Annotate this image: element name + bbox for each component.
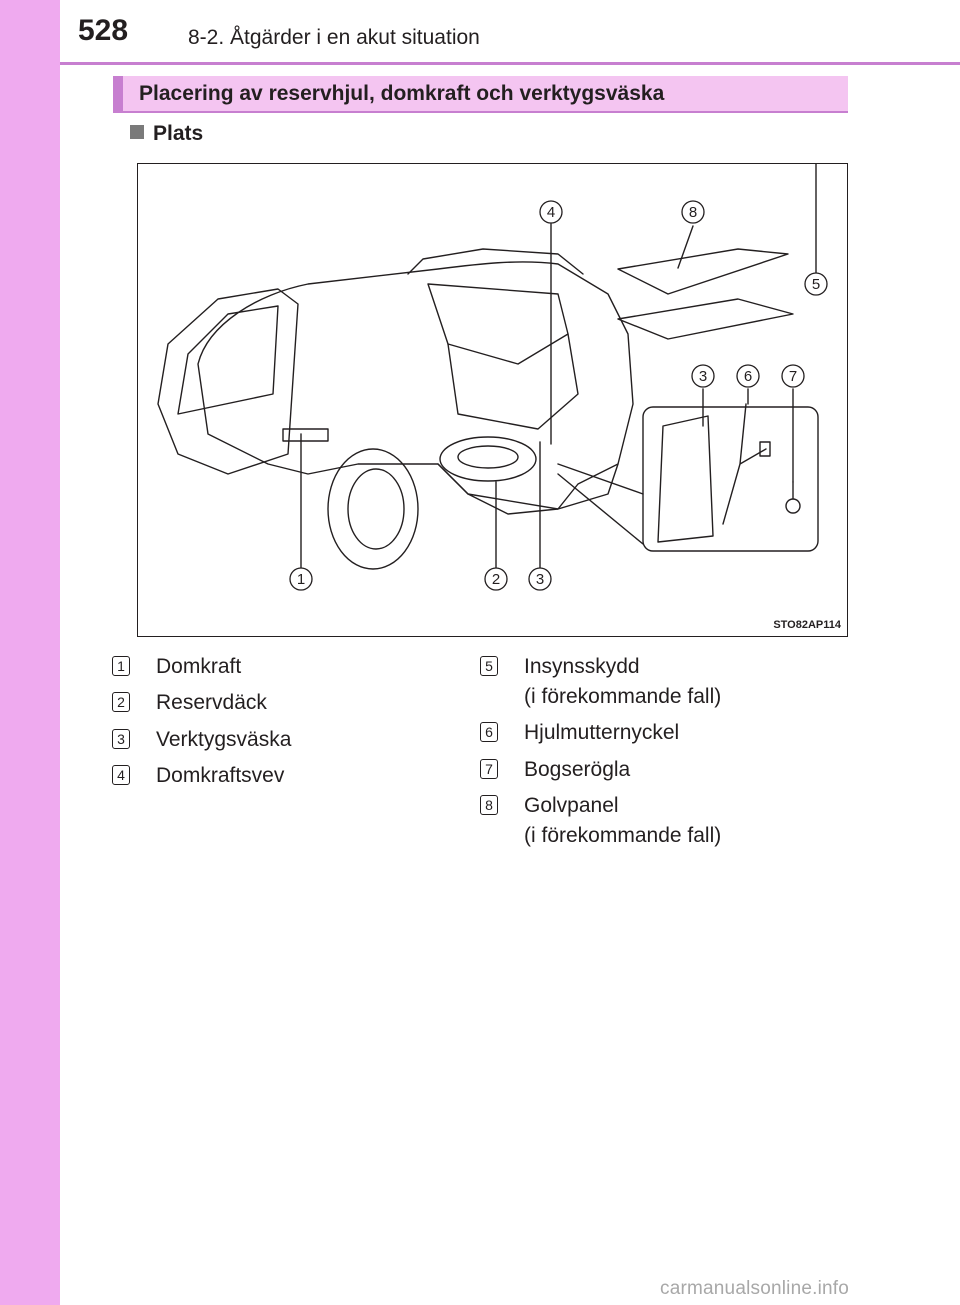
number-badge: 8 <box>480 795 498 815</box>
svg-text:3: 3 <box>698 368 708 385</box>
section-title: Placering av reservhjul, domkraft och verktygsväska <box>139 82 665 105</box>
watermark: carmanualsonline.info <box>660 1278 850 1299</box>
svg-text:5: 5 <box>811 276 821 293</box>
side-band <box>0 0 60 1305</box>
legend-label: Hjulmutternyckel <box>524 721 680 744</box>
illustration-figure <box>137 163 848 637</box>
svg-text:3: 3 <box>535 571 545 588</box>
svg-text:1: 1 <box>296 571 306 588</box>
callout-2 <box>485 568 507 590</box>
callout-8 <box>682 201 704 223</box>
legend-label: Insynsskydd <box>524 655 640 678</box>
callout-3 <box>529 568 551 590</box>
callout-4 <box>540 201 562 223</box>
svg-text:8: 8 <box>688 204 698 221</box>
callout-7 <box>782 365 804 387</box>
section-label: 8-2. Åtgärder i en akut situation <box>188 26 480 49</box>
sub-heading <box>130 122 203 146</box>
svg-text:6: 6 <box>743 368 753 385</box>
svg-text:7: 7 <box>788 368 798 385</box>
legend-label: Reservdäck <box>156 691 267 714</box>
number-badge: 6 <box>480 722 498 742</box>
svg-text:4: 4 <box>546 204 556 221</box>
number-badge: 5 <box>480 656 498 676</box>
callout-markers <box>290 201 827 590</box>
legend-label: Bogserögla <box>524 758 631 781</box>
legend-label: Verktygsväska <box>156 728 292 751</box>
legend-note: (i förekommande fall) <box>524 824 722 847</box>
sub-heading-text: Plats <box>153 122 204 145</box>
callout-6 <box>737 365 759 387</box>
svg-text:2: 2 <box>491 571 501 588</box>
number-badge: 1 <box>112 656 130 676</box>
figure-code: STO82AP114 <box>773 619 841 631</box>
number-badge: 7 <box>480 759 498 779</box>
number-badge: 3 <box>112 729 130 749</box>
legend-label: Domkraft <box>156 655 242 678</box>
header-rule <box>60 62 960 65</box>
callout-5 <box>805 273 827 295</box>
callout-3-inset <box>692 365 714 387</box>
legend-label: Golvpanel <box>524 794 619 817</box>
section-title-bar <box>113 76 848 113</box>
number-badge: 2 <box>112 692 130 712</box>
callout-1 <box>290 568 312 590</box>
square-bullet-icon <box>130 125 144 139</box>
legend-label: Domkraftsvev <box>156 764 285 787</box>
number-badge: 4 <box>112 765 130 785</box>
page-number: 528 <box>78 14 129 47</box>
legend-note: (i förekommande fall) <box>524 685 722 708</box>
car-illustration <box>138 164 849 638</box>
